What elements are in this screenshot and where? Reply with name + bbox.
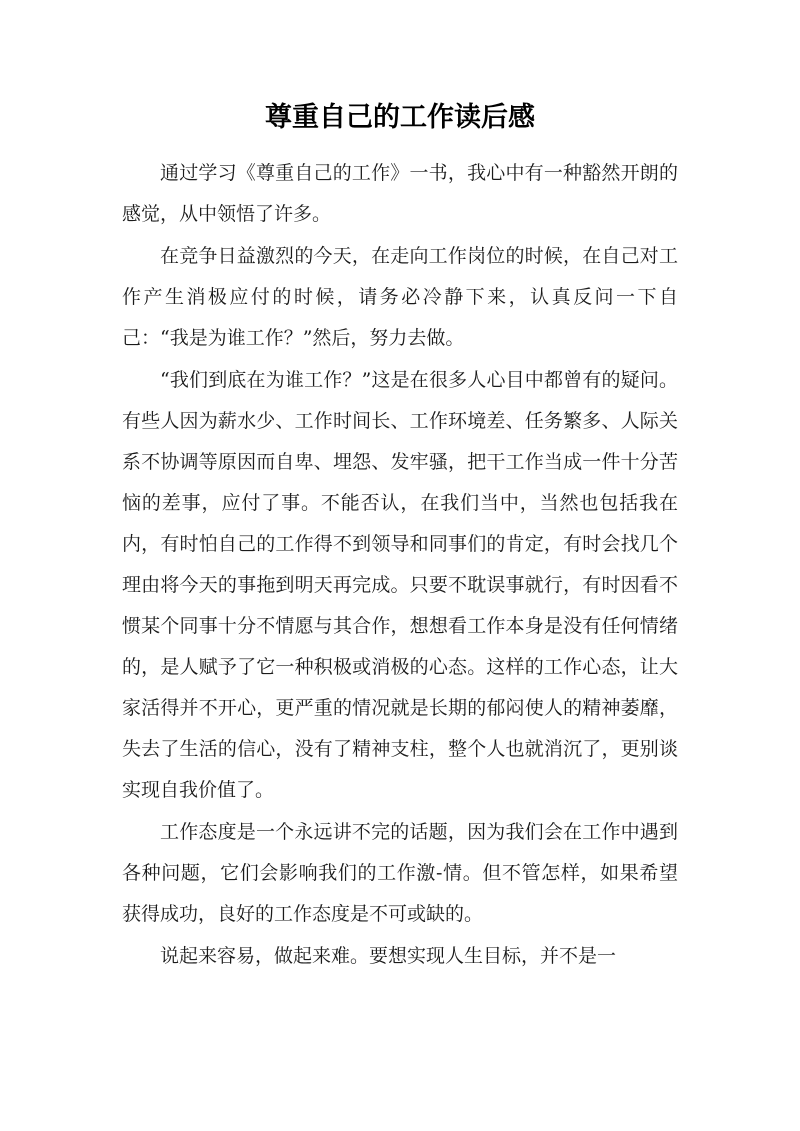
document-title: 尊重自己的工作读后感 (265, 102, 535, 133)
paragraph-3: “我们到底在为谁工作？”这是在很多人心目中都曾有的疑问。有些人因为薪水少、工作时间长、工作环境差、任务繁多、人际关系不协调等原因而自卑、埋怨、发牢骚，把干工作当成一件十分苦恼的差事，应付了事。不能否认，在我们当中，当然也包括我在内，有时怕自己的工作得不到领导和同事们的肯定，有时会找几个理由将今天的事拖到明天再完成。只要不耽误事就行，有时因看不惯某个同事十分不情愿与其合作，想想看工作本身是没有任何情绪的，是人赋予了它一种积极或消极的心态。这样的工作心态，让大家活得并不开心，更严重的情况就是长期的郁闷使人的精神萎靡，失去了生活的信心，没有了精神支柱，整个人也就消沉了，更别谈实现自我价值了。 (122, 369, 678, 801)
document-body (122, 153, 678, 977)
paragraph-5: 说起来容易，做起来难。要想实现人生目标，并不是一 (160, 945, 617, 967)
paragraph-1: 通过学习《尊重自己的工作》一书，我心中有一种豁然开朗的感觉，从中领悟了许多。 (122, 162, 678, 225)
paragraph-2: 在竞争日益激烈的今天，在走向工作岗位的时候，在自己对工作产生消极应付的时候，请务必冷静下来，认真反问一下自己：“我是为谁工作？”然后，努力去做。 (122, 245, 678, 349)
paragraph-4: 工作态度是一个永远讲不完的话题，因为我们会在工作中遇到各种问题，它们会影响我们的工作激-情。但不管怎样，如果希望获得成功，良好的工作态度是不可或缺的。 (122, 821, 678, 925)
